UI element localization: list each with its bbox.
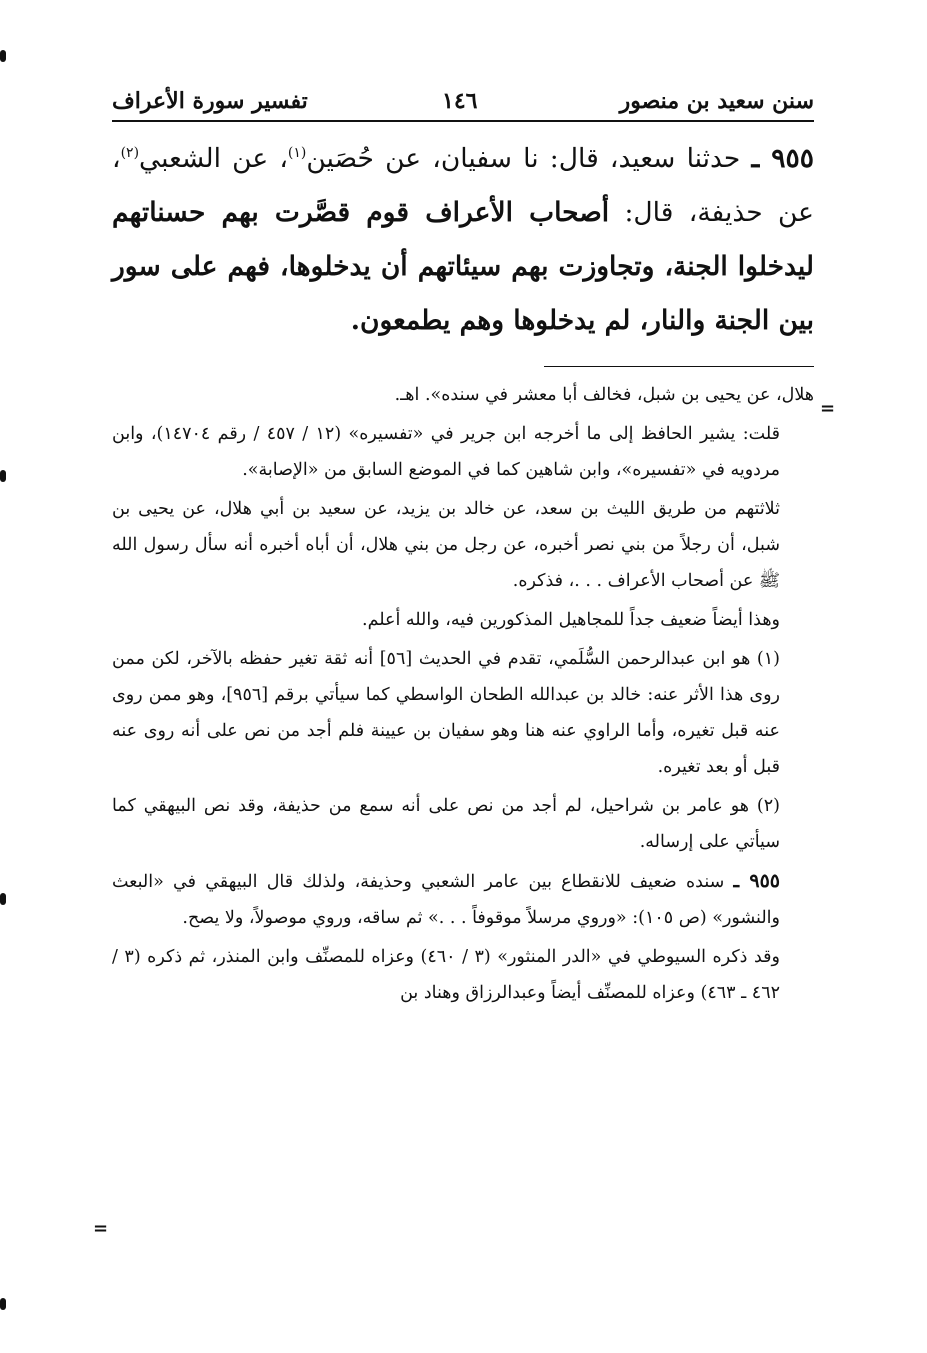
margin-mark	[0, 50, 6, 62]
footnote-paragraph: ثلاثتهم من طريق الليث بن سعد، عن خالد بن يزيد، عن سعيد بن أبي هلال، عن يحيى بن شبل، أن رجلاً من بني نصر أخبره، عن رجل من بني هلال، أن أباه أخبره أنه سأل رسول الله ﷺ عن أصحاب الأعراف . . .، فذكره.	[112, 499, 780, 591]
takhrij-paragraph	[112, 863, 814, 936]
takhrij-text: سنده ضعيف للانقطاع بين عامر الشعبي وحذيفة، ولذلك قال البيهقي في «البعث والنشور» (ص ١٠٥): «وروي مرسلاً موقوفاً . . .» ثم ساقه، وروي موصولاً، ولا يصح.	[112, 872, 780, 928]
footnote-separator	[544, 366, 814, 367]
margin-mark	[0, 470, 6, 482]
isnad-part-2: ، عن الشعبي	[139, 143, 288, 174]
page-number: ١٤٦	[442, 88, 478, 114]
margin-mark	[0, 893, 6, 905]
continuation-mark-bottom: =	[93, 1218, 109, 1239]
footnotes	[112, 377, 814, 1011]
hadith-matn: أصحاب الأعراف قوم قصَّرت بهم حسناتهم ليدخلوا الجنة، وتجاوزت بهم سيئاتهم أن يدخلوها، فهم على سور بين الجنة والنار، لم يدخلوها وهم يطمعون.	[112, 197, 814, 336]
footnote-paragraph: وهذا أيضاً ضعيف جداً للمجاهيل المذكورين فيه، والله أعلم.	[362, 610, 780, 630]
footnote-ref-2[interactable]: (٢)	[120, 145, 140, 162]
book-page	[112, 80, 814, 1014]
page-header	[112, 80, 814, 122]
margin-mark	[0, 1298, 6, 1310]
section-title: تفسير سورة الأعراف	[112, 88, 308, 114]
isnad-part-3: ، عن حذيفة، قال:	[112, 143, 814, 228]
footnote-2: (٢) هو عامر بن شراحيل، لم أجد من نص على أنه سمع من حذيفة، وقد نص البيهقي كما سيأتي على إرساله.	[112, 796, 780, 852]
continuation-mark-top: =	[820, 398, 836, 419]
footnote-paragraph: وقد ذكره السيوطي في «الدر المنثور» (٣ / ٤٦٠) وعزاه للمصنِّف وابن المنذر، ثم ذكره (٣ / ٤٦٢ ـ ٤٦٣) وعزاه للمصنِّف أيضاً وعبدالرزاق وهناد بن	[112, 947, 780, 1003]
footnote-paragraph: قلت: يشير الحافظ إلى ما أخرجه ابن جرير في «تفسيره» (١٢ / ٤٥٧ / رقم ١٤٧٠٤)، وابن مردويه في «تفسيره»، وابن شاهين كما في الموضع السابق من «الإصابة».	[112, 424, 780, 480]
hadith-text	[112, 132, 814, 348]
hadith-number: ٩٥٥ ـ	[751, 143, 814, 174]
footnote-ref-1[interactable]: (١)	[287, 145, 307, 162]
footnote-1: (١) هو ابن عبدالرحمن السُّلَمي، تقدم في الحديث [٥٦] أنه ثقة تغير حفظه بالآخر، لكن ممن روى هذا الأثر عنه: خالد بن عبدالله الطحان الواسطي كما سيأتي برقم [٩٥٦]، وهو ممن روى عنه قبل تغيره، وأما الراوي عنه هنا وهو سفيان بن عيينة فلم أجد من نص على أنه روى عنه قبل أو بعد تغيره.	[112, 649, 780, 777]
footnote-paragraph: هلال، عن يحيى بن شبل، فخالف أبا معشر في سنده». اهـ.	[394, 385, 814, 405]
takhrij-number: ٩٥٥ ـ	[733, 870, 780, 892]
book-title: سنن سعيد بن منصور	[619, 88, 814, 114]
isnad-part-1: حدثنا سعيد، قال: نا سفيان، عن حُصَين	[306, 143, 741, 174]
